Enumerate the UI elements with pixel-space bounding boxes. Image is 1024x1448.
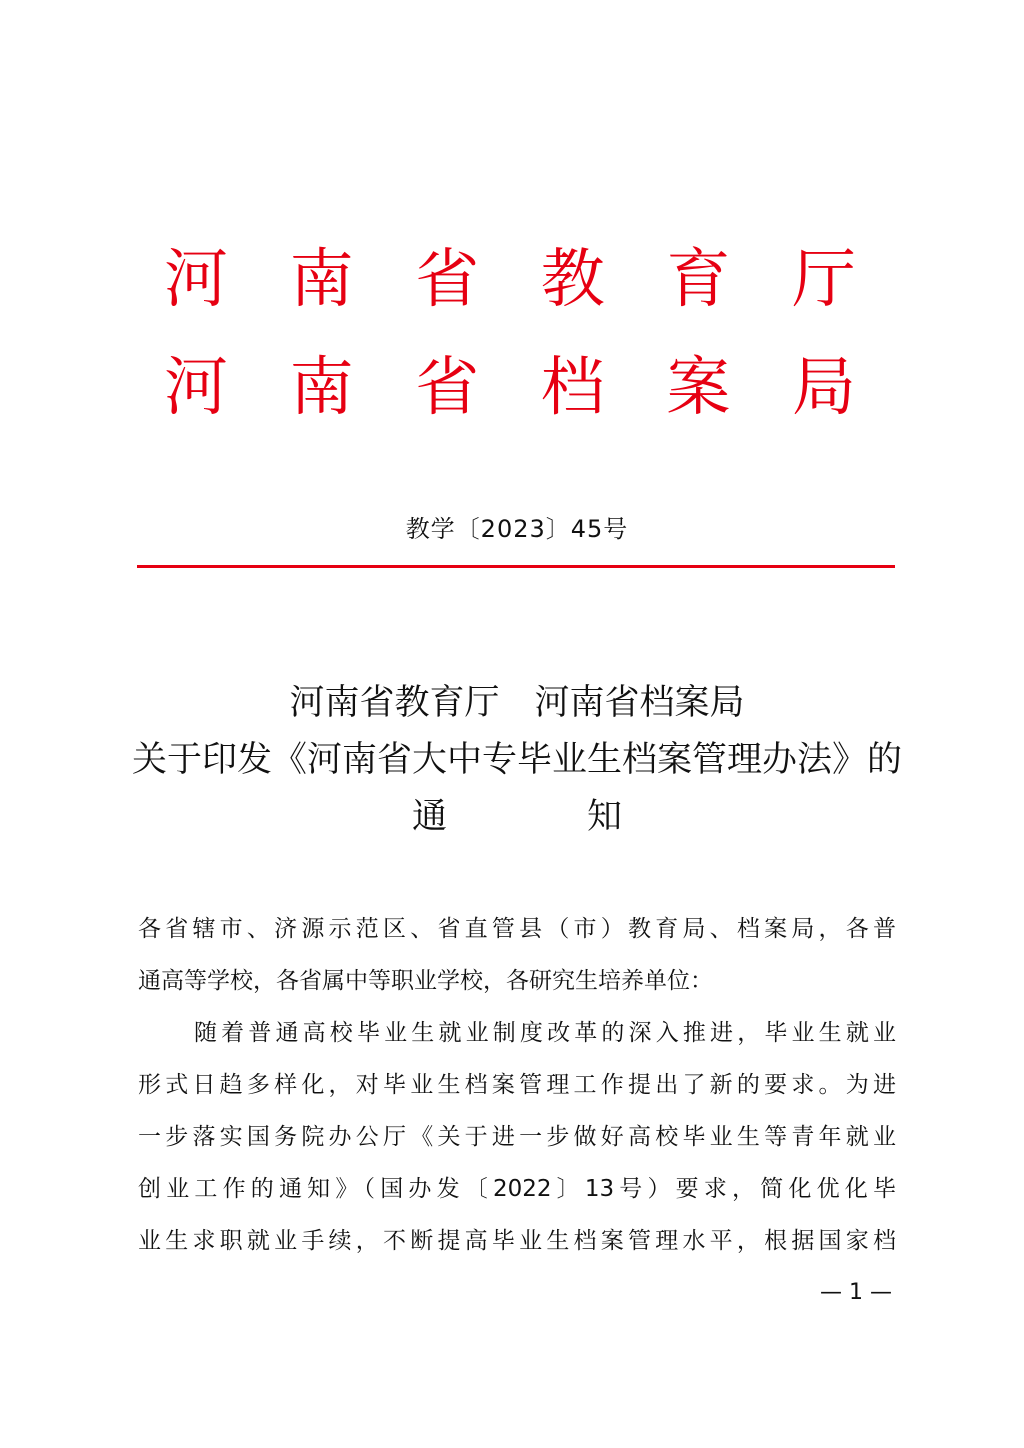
issuer-char: 育 xyxy=(666,243,731,317)
title-notice-char: 知 xyxy=(586,797,622,837)
addressee xyxy=(138,903,896,1007)
issuer-char: 教 xyxy=(540,243,605,317)
title-notice-char: 通 xyxy=(412,797,448,837)
issuer-char: 南 xyxy=(289,243,354,317)
paragraph-line: 一步落实国务院办公厅《关于进一步做好高校毕业生等青年就业 xyxy=(138,1124,896,1150)
body-paragraph xyxy=(138,1007,896,1267)
issuer-char: 省 xyxy=(415,351,480,425)
document-number: 教学〔2023〕45号 xyxy=(405,515,629,543)
issuer-char: 厅 xyxy=(791,243,856,317)
paragraph-line: 随着普通高校毕业生就业制度改革的深入推进，毕业生就业 xyxy=(194,1020,896,1046)
red-divider-line xyxy=(137,565,895,568)
title-notice xyxy=(412,792,622,842)
issuer-char: 案 xyxy=(666,351,731,425)
addressee-line: 通高等学校，各省属中等职业学校，各研究生培养单位： xyxy=(138,968,713,994)
issuer-char: 档 xyxy=(540,351,605,425)
paragraph-line: 创业工作的通知》（国办发〔2022〕13号）要求，简化优化毕 xyxy=(138,1176,896,1202)
page-number: — 1 — xyxy=(820,1280,892,1305)
issuer-archives-bureau xyxy=(160,348,860,428)
issuer-char: 局 xyxy=(791,351,856,425)
issuer-char: 河 xyxy=(164,351,228,425)
issuer-char: 河 xyxy=(164,243,228,317)
title-subject: 关于印发《河南省大中专毕业生档案管理办法》的 xyxy=(131,740,902,780)
title-issuers: 河南省教育厅 河南省档案局 xyxy=(289,683,745,723)
paragraph-line: 业生求职就业手续，不断提高毕业生档案管理水平，根据国家档 xyxy=(138,1228,896,1254)
addressee-line: 各省辖市、济源示范区、省直管县（市）教育局、档案局，各普 xyxy=(138,916,896,942)
issuer-char: 省 xyxy=(415,243,480,317)
issuer-char: 南 xyxy=(289,351,354,425)
issuer-education-department xyxy=(160,240,860,320)
paragraph-line: 形式日趋多样化，对毕业生档案管理工作提出了新的要求。为进 xyxy=(138,1072,896,1098)
